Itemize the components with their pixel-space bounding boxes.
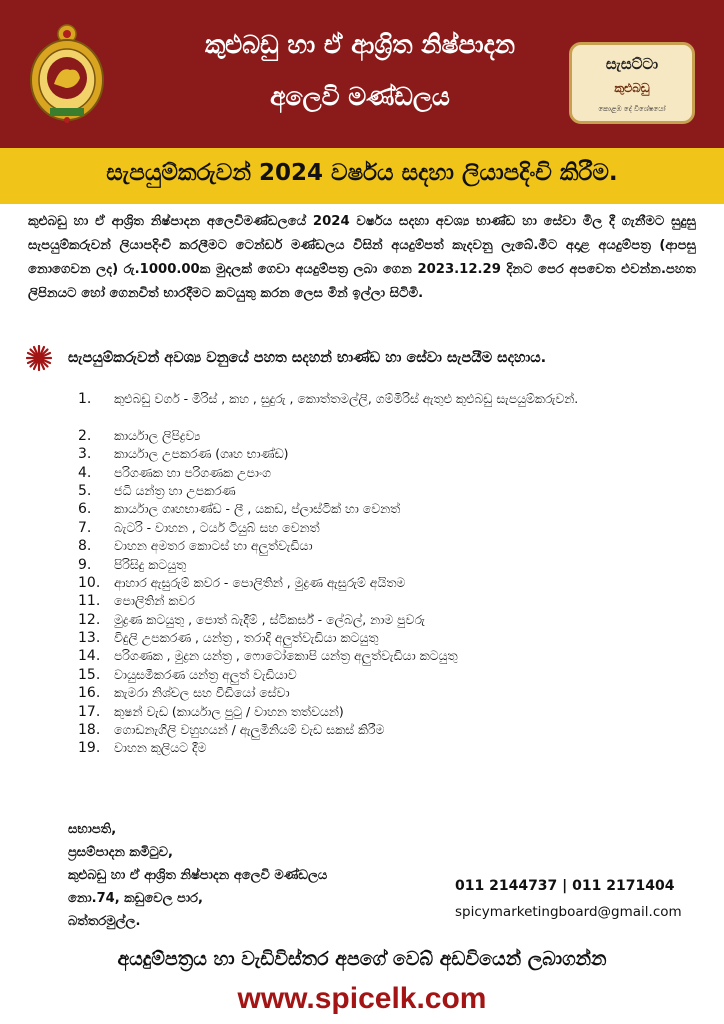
item-number: 11. bbox=[78, 593, 101, 610]
section-heading: සැපයුම්කරුවන් අවශ්‍ය වනුයේ පහත සදහන් භාණ්ඩ හා සේවා සැපයීම සදහාය. bbox=[68, 350, 547, 366]
org-title-line2: අලෙවි මණ්ඩලය bbox=[270, 82, 450, 111]
signature-line: බත්තරමුල්ල. bbox=[68, 914, 141, 929]
list-item bbox=[78, 390, 678, 427]
item-number: 17. bbox=[78, 703, 101, 720]
item-number: 14. bbox=[78, 648, 101, 665]
contact-block bbox=[455, 878, 705, 920]
starburst-bullet-icon bbox=[26, 345, 52, 371]
list-item bbox=[78, 666, 678, 684]
footer-instruction: අයදුම්පත්‍රය හා වැඩිවිස්තර අපගේ වෙබ් අඩවියෙන් ලබාගන්න bbox=[117, 948, 607, 970]
item-number: 10. bbox=[78, 574, 101, 591]
item-text: වාහන කුලියට දීම bbox=[114, 740, 207, 756]
signature-line: ප්‍රසම්පාදන කමිටුව, bbox=[68, 845, 173, 860]
item-number: 15. bbox=[78, 666, 101, 683]
brand-logo bbox=[569, 42, 695, 124]
item-number: 9. bbox=[78, 556, 92, 573]
list-item bbox=[78, 427, 678, 445]
list-item bbox=[78, 629, 678, 647]
list-item bbox=[78, 592, 678, 610]
item-text: ආහාර ඇසුරුම් කවර - පොලිතින් , මුද්‍රණ ඇසුරුම් අයිතම bbox=[114, 574, 406, 590]
item-text: කාර්යාල උපකරණ (ගෘහ භාණ්ඩ) bbox=[114, 446, 289, 462]
item-number: 18. bbox=[78, 722, 101, 739]
list-item bbox=[78, 611, 678, 629]
item-number: 2. bbox=[78, 427, 92, 444]
item-number: 3. bbox=[78, 446, 92, 463]
item-number: 1. bbox=[78, 391, 92, 407]
item-number: 13. bbox=[78, 630, 101, 647]
banner-title: සැපයුම්කරුවන් 2024 වර්ෂය සදහා ලියාපදිංචි කිරීම. bbox=[106, 160, 618, 186]
item-number: 6. bbox=[78, 501, 92, 518]
list-item bbox=[78, 703, 678, 721]
item-text: විදුලි උපකරණ , යන්ත්‍ර , තරාදි අලුත්වැඩියා කටයුතු bbox=[114, 630, 379, 646]
intro-paragraph bbox=[28, 210, 696, 306]
brand-logo-line3: කොළඹ දේ විශේෂයෝ bbox=[598, 105, 666, 113]
list-item bbox=[78, 500, 678, 518]
item-text: ගොඩනැගිලි වහුහයන් / ඇලුමිනියම් වැඩ සකස් කිරීම bbox=[114, 722, 385, 738]
header-banner bbox=[0, 0, 724, 148]
item-text: ජධි යන්ත්‍ර හා උපකරණ bbox=[114, 482, 236, 498]
item-text: කාර්යාල ලිපිද්‍රව්‍ය bbox=[114, 427, 201, 443]
brand-logo-line1: සැසට්ටා bbox=[605, 55, 659, 73]
item-number: 4. bbox=[78, 464, 92, 481]
item-text: වාහන අමතර කොටස් හා අලුත්වැඩියා bbox=[114, 538, 313, 554]
item-number: 16. bbox=[78, 685, 101, 702]
item-text: පොලිතින් කවර bbox=[114, 593, 195, 609]
item-text: පරිගණක , මුද්‍රන යන්ත්‍ර , ෆොටෝකොපි යන්ත්‍ර අලුත්වැඩියා කටයුතු bbox=[114, 648, 458, 664]
brand-logo-line2: කුළුබඩු bbox=[614, 81, 650, 95]
sri-lanka-emblem-icon bbox=[26, 22, 108, 124]
signature-line: කුළුබඩු හා ඒ ආශ්‍රිත නිෂ්පාදන අලෙවි මණ්ඩලය bbox=[68, 868, 328, 883]
list-item bbox=[78, 445, 678, 463]
signature-block bbox=[68, 818, 327, 933]
registration-banner bbox=[0, 148, 724, 204]
org-title-line1: කුළුබඩු හා ඒ ආශ්‍රිත නිෂ්පාදන bbox=[205, 30, 515, 59]
signature-line: සභාපති, bbox=[68, 822, 117, 837]
item-text: කැමරා නිශ්චල සහ වීඩියෝ සේවා bbox=[114, 685, 290, 701]
item-text: කුෂන් වැඩ (කාර්යාල පුටු / වාහන තත්වයන්) bbox=[114, 703, 344, 719]
list-item bbox=[78, 647, 678, 665]
list-item bbox=[78, 537, 678, 555]
item-number: 8. bbox=[78, 538, 92, 555]
phone-numbers: 011 2144737 | 011 2171404 bbox=[455, 878, 675, 894]
list-item bbox=[78, 556, 678, 574]
list-item bbox=[78, 739, 678, 757]
email-address[interactable]: spicymarketingboard@gmail.com bbox=[455, 904, 682, 920]
item-text: කාර්යාල ගෘහභාණ්ඩ - ලී , යකඩ, ප්ලාස්ටික් හා වෙනත් bbox=[114, 501, 401, 517]
list-item bbox=[78, 482, 678, 500]
item-text: වායුසමීකරණ යන්ත්‍ර අලුත් වැඩියාව bbox=[114, 666, 297, 682]
list-item bbox=[78, 684, 678, 702]
item-number: 12. bbox=[78, 611, 101, 628]
item-number: 19. bbox=[78, 740, 101, 757]
list-item bbox=[78, 464, 678, 482]
item-text: පරිගණක හා පරිගණක උපාංග bbox=[114, 464, 271, 480]
list-item bbox=[78, 574, 678, 592]
item-text: මුද්‍රණ කටයුතු , පොත් බැදීම් , ස්ටිකර්ස් - ලේබල්, නාම පුවරු bbox=[114, 611, 425, 627]
item-number: 7. bbox=[78, 519, 92, 536]
item-text: කුළුබඩු වර්ග - මිරිස් , කහ , සුදුරු , කොත්තමල්ලි, ගම්මිරිස් ඇතුළු කුළුබඩු සැපයුම්කරුවන්. bbox=[114, 391, 579, 406]
website-link[interactable]: www.spicelk.com bbox=[237, 982, 487, 1015]
item-text: පිරිසිදු කටයුතු bbox=[114, 556, 187, 572]
list-item bbox=[78, 519, 678, 537]
intro-text: කුළුබඩු හා ඒ ආශ්‍රිත නිෂ්පාදන අලෙවිමණ්ඩලයේ 2024 වර්ෂය සදහා අවශ්‍ය භාණ්ඩ හා සේවා මිල දී ගැනීමට සුදුසු සැපයුම්කරුවන් ලියාපදිංචි කරලීමට ටෙන්ඩර් මණ්ඩලය විසින් අයදුම්පත් කැදවනු ලැබේ.මිට අදාළ අයදුම්පත්‍ර (ආපසු නොගෙවන ලද) රු.1000.00ක මුදලක් ගෙවා අයදුම්පත්‍ර ලබා ගෙන 2023.12.29 දිනට පෙර අපවෙත එවන්න.පහත ලිපිනයට හෝ ගෙනවිත් භාරදීමට කටයුතු කරන ලෙස මින් ඉල්ලා සිටිමි. bbox=[28, 214, 696, 301]
service-items-list bbox=[78, 390, 678, 758]
signature-line: නො.74, කඩුවෙල පාර, bbox=[68, 891, 203, 906]
list-item bbox=[78, 721, 678, 739]
item-number: 5. bbox=[78, 482, 92, 499]
item-text: බැටරි - වාහන , ටයර් ටියුබ් සහ වෙනත් bbox=[114, 519, 320, 535]
